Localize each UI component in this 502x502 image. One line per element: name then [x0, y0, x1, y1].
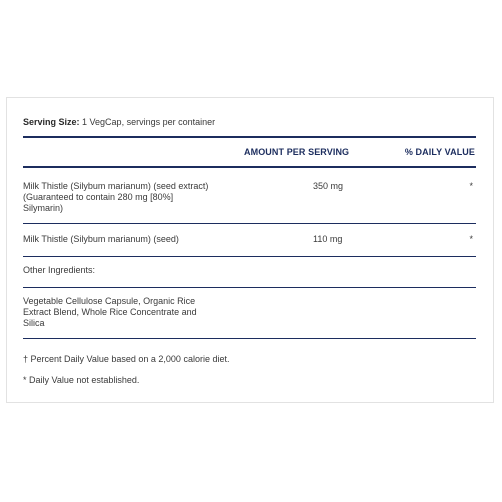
ingredient-name-milk-thistle-extract [23, 181, 223, 214]
other-ingredients-line: Vegetable Cellulose Capsule, Organic Rice [23, 296, 196, 306]
serving-size [23, 117, 215, 127]
ingredient-amount: 110 mg [313, 234, 343, 244]
other-ingredients-line: Extract Blend, Whole Rice Concentrate and [23, 307, 197, 317]
ingredient-name-line: Milk Thistle (Silybum marianum) (seed extract) [23, 181, 209, 191]
percent-daily-value-footnote: † Percent Daily Value based on a 2,000 calorie diet. [23, 354, 230, 364]
ingredient-daily-value: * [469, 181, 473, 191]
ingredient-name-line: Milk Thistle (Silybum marianum) (seed) [23, 234, 179, 244]
header-bottom-divider [23, 166, 476, 168]
serving-size-value: 1 VegCap, servings per container [79, 117, 216, 127]
ingredient-name-line: (Guaranteed to contain 280 mg [80%] [23, 192, 174, 202]
row-divider [23, 287, 476, 288]
ingredient-amount: 350 mg [313, 181, 344, 191]
row-divider [23, 223, 476, 224]
ingredient-name-milk-thistle-seed [23, 234, 223, 245]
amount-per-serving-header: AMOUNT PER SERVING [244, 147, 350, 157]
row-divider [23, 256, 476, 257]
other-ingredients-list [23, 296, 243, 329]
ingredient-daily-value: * [469, 234, 473, 244]
ingredient-name-line: Silymarin) [23, 203, 64, 213]
other-ingredients-label: Other Ingredients: [23, 265, 96, 275]
serving-size-label: Serving Size: [23, 117, 80, 127]
daily-value-not-established-footnote: * Daily Value not established. [23, 375, 140, 385]
footnote-divider [23, 338, 476, 339]
supplement-facts-panel [6, 97, 494, 403]
daily-value-header: % DAILY VALUE [404, 147, 475, 157]
other-ingredients-line: Silica [23, 318, 45, 328]
header-top-divider [23, 136, 476, 138]
